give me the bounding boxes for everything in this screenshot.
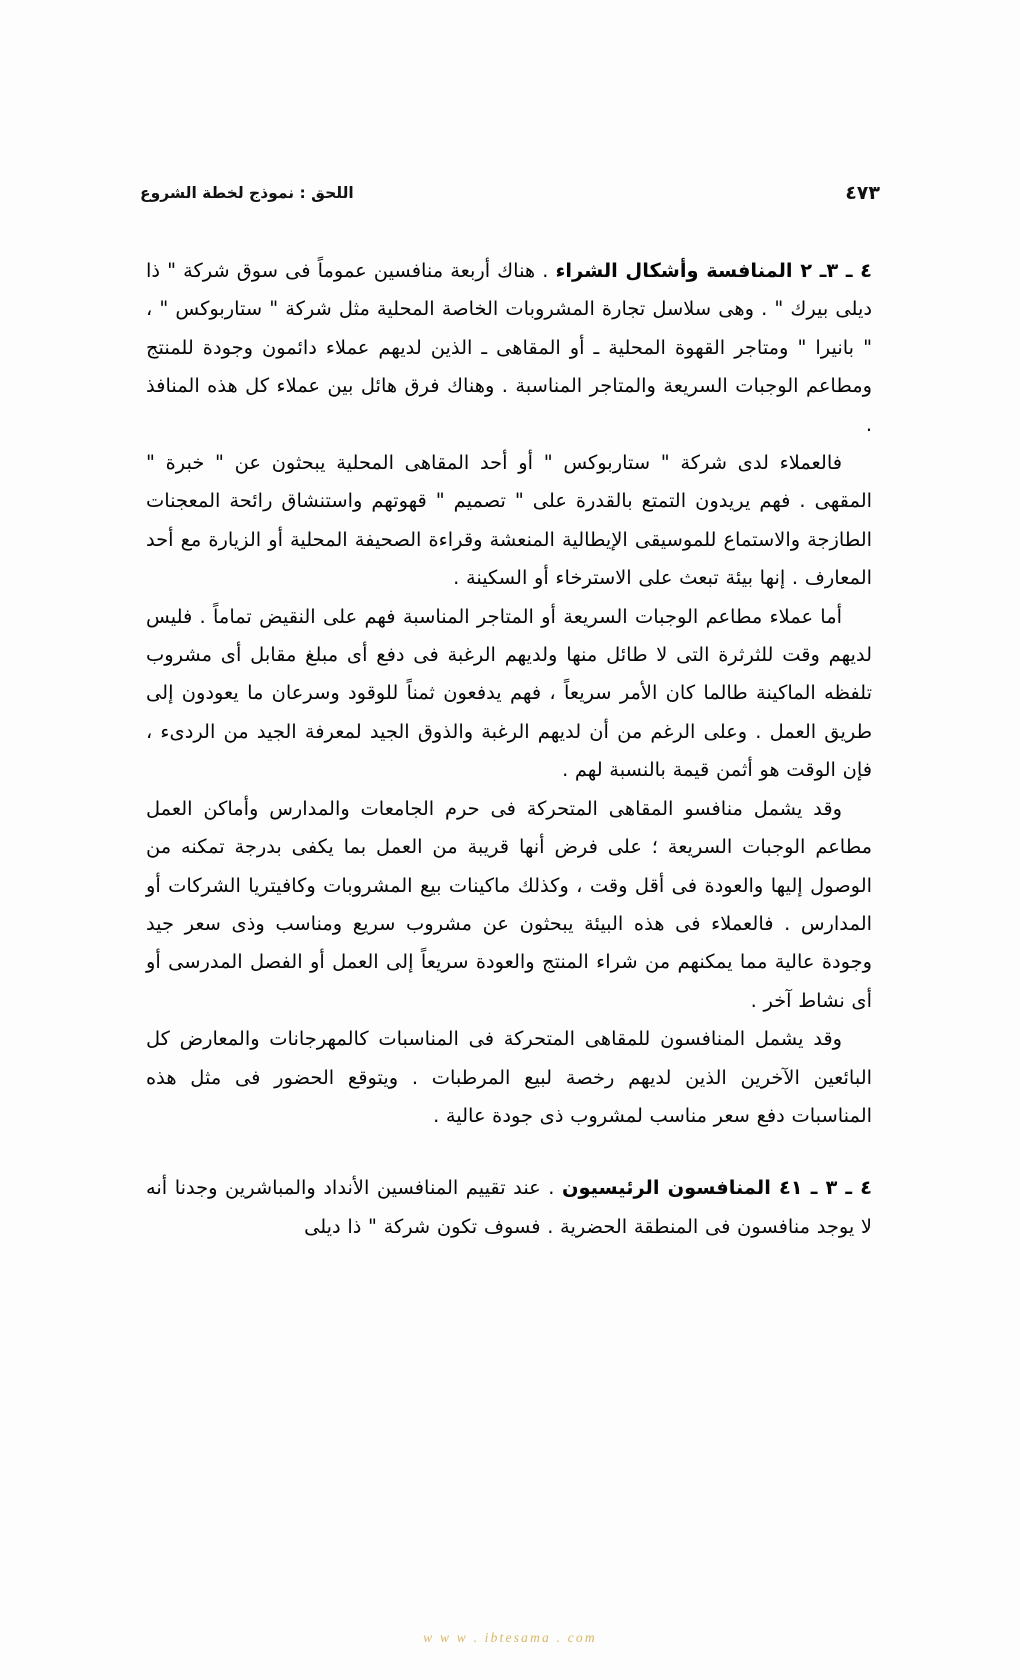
paragraph-1 (146, 252, 872, 444)
paragraph-3: أما عملاء مطاعم الوجبات السريعة أو المتاجر المناسبة فهم على النقيض تماماً . فليس لديهم وقت للثرثرة التى لا طائل منها ولديهم الرغبة فى دفع أى مبلغ مقابل أى مشروب تلفظه الماكينة طالما كان الأمر سريعاً ، فهم يدفعون ثمناً للوقود وسرعان ما يعودون إلى طريق العمل . وعلى الرغم من أن لديهم الرغبة والذوق الجيد لمعرفة الجيد من الردىء ، فإن الوقت هو أثمن قيمة بالنسبة لهم . (146, 604, 872, 782)
paragraph-2: فالعملاء لدى شركة " ستاربوكس " أو أحد المقاهى المحلية يبحثون عن " خبرة " المقهى . فهم يريدون التمتع بالقدرة على " تصميم " قهوتهم واستنشاق رائحة المعجنات الطازجة والاستماع للموسيقى الإيطالية المنعشة وقراءة الصحيفة المحلية أو الزيارة مع أحد المعارف . إنها بيئة تبعث على الاسترخاء أو السكينة . (146, 451, 872, 590)
paragraph-1-text: . هناك أربعة منافسين عموماً فى سوق شركة " ذا ديلى بيرك " . وهى سلاسل تجارة المشروبات الخاصة المحلية مثل شركة " ستاربوكس " ، " بانيرا " ومتاجر القهوة المحلية ـ أو المقاهى ـ الذين لديهم عملاء دائمون وجودة للمنتج ومطاعم الوجبات السريعة والمتاجر المناسبة . وهناك فرق هائل بين عملاء كل هذه المنافذ . (146, 259, 872, 436)
paragraph-6 (146, 1169, 872, 1246)
section-heading-competition: ٤ ـ ٣ـ ٢ المنافسة وأشكال الشراء (555, 259, 872, 282)
body-text-column (146, 252, 872, 1246)
paragraph-6-text: . عند تقييم المنافسين الأنداد والمباشرين وجدنا أنه لا يوجد منافسون فى المنطقة الحضرية . فسوف تكون شركة " ذا ديلى (146, 1176, 872, 1238)
page-number: ٤٧٣ (845, 182, 880, 204)
running-head (140, 178, 880, 208)
paragraph-4: وقد يشمل منافسو المقاهى المتحركة فى حرم الجامعات والمدارس وأماكن العمل مطاعم الوجبات السريعة ؛ على فرض أنها قريبة من العمل بما يكفى بدرجة تمكنه من الوصول إليها والعودة فى أقل وقت ، وكذلك ماكينات بيع المشروبات وكافيتريا الشركات أو المدارس . فالعملاء فى هذه البيئة يبحثون عن مشروب سريع ومناسب وذى سعر جيد وجودة عالية مما يمكنهم من شراء المنتج والعودة سريعاً إلى العمل أو الفصل المدرسى أو أى نشاط آخر . (146, 796, 872, 1012)
section-heading-main-competitors: ٤ ـ ٣ ـ ٤١ المنافسون الرئيسيون (561, 1176, 872, 1200)
footer-watermark: w w w . ibtesama . com (423, 1630, 597, 1645)
section-spacer (146, 1135, 872, 1169)
running-head-title: اللحق : نموذج لخطة الشروع (140, 184, 354, 202)
paragraph-5: وقد يشمل المنافسون للمقاهى المتحركة فى المناسبات كالمهرجانات والمعارض كل البائعين الآخرين الذين لديهم رخصة لبيع المرطبات . ويتوقع الحضور فى مثل هذه المناسبات دفع سعر مناسب لمشروب ذى جودة عالية . (146, 1027, 872, 1127)
